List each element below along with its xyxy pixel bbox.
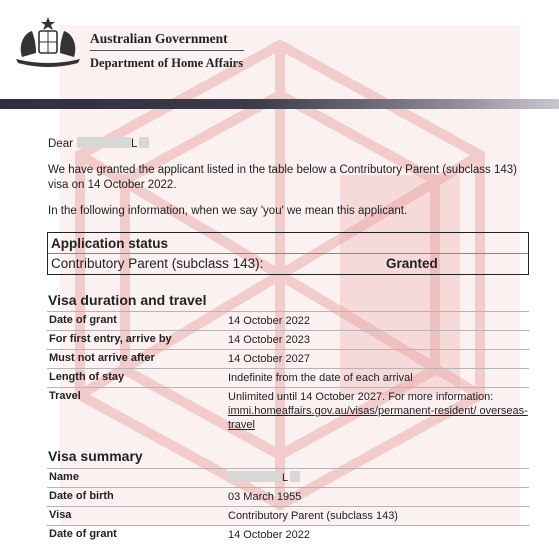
letterhead [0, 0, 559, 98]
government-title: Australian Government [90, 31, 228, 46]
table-row [47, 525, 529, 544]
table-row [47, 311, 529, 330]
row-value: Indefinite from the date of each arrival [228, 372, 413, 384]
grant-intro: We have granted the applicant listed in the table below a Contributory Parent (subclass 143) visa on 14 October 2022. [48, 164, 518, 191]
salutation-text: Dear [48, 138, 73, 150]
travel-text: Unlimited until 14 October 2027. For more information: [228, 391, 494, 403]
applicant-note: In the following information, when we say 'you' we mean this applicant. [48, 205, 408, 217]
table-row [47, 349, 529, 368]
table-row [47, 368, 529, 387]
row-value: 14 October 2022 [228, 529, 310, 541]
redacted-name [290, 471, 300, 482]
visa-summary-title: Visa summary [48, 448, 143, 464]
header-bar [0, 99, 559, 109]
row-label: Travel [49, 390, 81, 402]
overseas-travel-link[interactable]: immi.homeaffairs.gov.au/visas/permanent-resident/ overseas-travel [228, 405, 528, 431]
department-title: Department of Home Affairs [90, 56, 244, 70]
row-label: Must not arrive after [49, 352, 155, 364]
row-label: Visa [49, 509, 72, 521]
status-divider [48, 253, 528, 254]
visa-duration-title: Visa duration and travel [48, 292, 207, 308]
row-label: Date of birth [49, 490, 114, 502]
redacted-name [139, 137, 149, 148]
row-label: Name [49, 471, 79, 483]
row-label: Length of stay [49, 371, 125, 383]
visa-duration-table [47, 311, 529, 436]
application-status-box [47, 232, 529, 275]
table-row [47, 487, 529, 506]
visa-summary-table [47, 468, 529, 544]
redacted-name [228, 471, 282, 482]
row-value: 14 October 2023 [228, 334, 310, 346]
header-divider [90, 50, 244, 51]
table-row [47, 506, 529, 525]
table-row [47, 330, 529, 349]
row-label: Date of grant [49, 314, 117, 326]
table-row [47, 468, 529, 487]
row-label: Date of grant [49, 528, 117, 540]
row-value [228, 390, 528, 432]
name-initial: L [282, 472, 289, 484]
row-value: Contributory Parent (subclass 143) [228, 510, 398, 522]
coat-of-arms-icon [12, 15, 84, 71]
row-value: 14 October 2027 [228, 353, 310, 365]
status-visa-label: Contributory Parent (subclass 143): [51, 256, 264, 271]
table-row [47, 387, 529, 436]
row-value: 03 March 1955 [228, 491, 302, 503]
row-value [228, 471, 300, 485]
status-badge: Granted [386, 256, 438, 271]
row-value: 14 October 2022 [228, 315, 310, 327]
redacted-name [77, 137, 131, 148]
salutation [48, 137, 149, 152]
row-label: For first entry, arrive by [49, 333, 172, 345]
salutation-initial: L [130, 138, 138, 150]
application-status-title: Application status [51, 236, 169, 251]
